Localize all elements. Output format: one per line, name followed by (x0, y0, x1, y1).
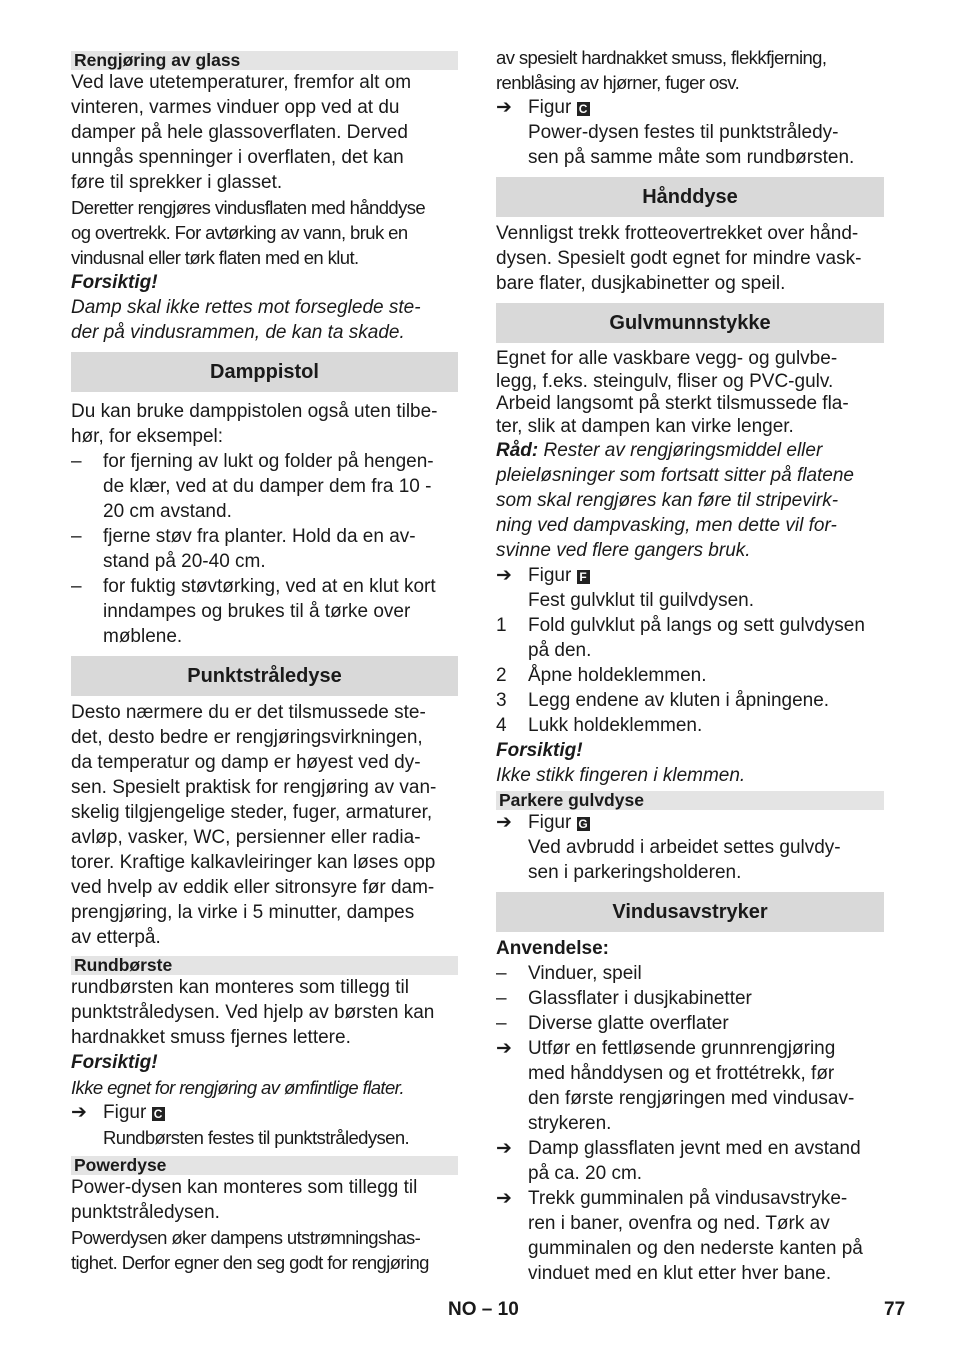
caution-label: Forsiktig! (71, 272, 158, 293)
text-line: for fuktig støvtørking, ved at en klut kort (103, 576, 436, 597)
text-line: renblåsing av hjørner, fuger osv. (496, 72, 740, 93)
arrow-icon: ➔ (496, 97, 512, 118)
step-item (496, 613, 884, 663)
paragraph (496, 45, 884, 95)
text-line: Fold gulvklut på langs og sett gulvdysen (528, 615, 865, 636)
spacer (71, 392, 458, 399)
list-item (496, 961, 884, 986)
heading-rengjoring-av-glass: Rengjøring av glass (71, 51, 458, 70)
list-text (528, 613, 884, 663)
heading-powerdyse: Powerdyse (71, 1156, 458, 1175)
text-line: Vinduer, speil (528, 963, 642, 984)
text-line: Glassflater i dusjkabinetter (528, 988, 752, 1009)
text-line: sen i parkeringsholderen. (528, 862, 742, 883)
figure-reference (496, 95, 884, 120)
use-label: Anvendelse: (496, 938, 609, 959)
figure-reference (496, 810, 884, 835)
text-line: tighet. Derfor egner den seg godt for rengjøring (71, 1252, 429, 1273)
caution-text (71, 295, 458, 345)
tip-paragraph (496, 438, 884, 563)
figure-label: Figur (528, 812, 572, 833)
step-item (496, 1186, 884, 1286)
figure-letter-icon: F (577, 570, 590, 584)
text-line: Powerdysen øker dampens utstrømningshas- (71, 1227, 421, 1248)
arrow-icon: ➔ (71, 1102, 87, 1123)
text-line (496, 438, 884, 463)
figure-text (496, 835, 884, 885)
text-line: Legg endene av kluten i åpningene. (528, 690, 830, 711)
figure-letter-icon: C (152, 1107, 165, 1121)
paragraph (71, 1225, 458, 1275)
text-line: vinteren, varmes vinduer opp ved at du (71, 97, 400, 118)
text-line: Rester av rengjøringsmiddel eller (538, 440, 823, 461)
text-line: da temperatur og damp er høyest ved dy- (71, 752, 421, 773)
figure-text (496, 120, 884, 170)
text-line: møblene. (103, 626, 183, 647)
step-item (496, 1136, 884, 1186)
text-line: av etterpå. (71, 927, 161, 948)
list-text (528, 986, 884, 1011)
text-line: dysen. Spesielt godt egnet for mindre vask- (496, 248, 862, 269)
caution-label: Forsiktig! (496, 740, 583, 761)
text-line: Damp glassflaten jevnt med en avstand (528, 1138, 861, 1159)
list-text (528, 961, 884, 986)
text-line: strykeren. (528, 1113, 612, 1134)
paragraph (71, 700, 458, 950)
text-line: der på vindusrammen, de kan ta skade. (71, 322, 405, 343)
list-marker: 3 (496, 690, 507, 711)
text-line: ning ved dampvasking, men dette vil for- (496, 515, 837, 536)
step-item (496, 1036, 884, 1136)
text-line: for fjerning av lukt og folder på hengen- (103, 451, 434, 472)
figure-line (528, 810, 884, 835)
text-line: Arbeid langsomt på sterkt tilsmussede fla- (496, 393, 849, 414)
list-text (103, 574, 458, 649)
figure-letter-icon: G (578, 817, 588, 831)
text-line: Du kan bruke damppistolen også uten tilbe- (71, 401, 438, 422)
text-line: bare flater, dusjkabinetter og speil. (496, 273, 786, 294)
list-marker: – (496, 963, 507, 984)
text-line: ren i baner, ovenfra og ned. Tørk av (528, 1213, 830, 1234)
figure-text: Fest gulvklut til guilvdysen. (528, 590, 754, 611)
text-line: Desto nærmere du er det tilsmussede ste- (71, 702, 426, 723)
figure-reference (496, 563, 884, 588)
text-line: ter, slik at dampen kan virke lenger. (496, 415, 794, 437)
list-item (496, 1011, 884, 1036)
text-line: Power-dysen kan monteres som tillegg til (71, 1177, 418, 1198)
text-line: avløp, vasker, WC, persienner eller radia- (71, 827, 421, 848)
text-line: pleieløsninger som fortsatt sitter på flatene (496, 465, 855, 486)
spacer (71, 649, 458, 656)
list-text (528, 1011, 884, 1036)
text-line: Deretter rengjøres vindusflaten med hånddyse (71, 197, 426, 218)
text-line: Vennligst trekk frotteovertrekket over hånd- (496, 223, 859, 244)
paragraph (71, 975, 458, 1050)
list-marker: – (496, 988, 507, 1009)
list-item (71, 524, 458, 574)
list-marker: ➔ (496, 1188, 512, 1209)
text-line: punktstråledysen. Ved hjelp av børsten kan (71, 1002, 435, 1023)
text-line: ved hvelp av eddik eller sitronsyre før dam- (71, 877, 435, 898)
list-text (528, 688, 884, 713)
list-text (528, 1036, 884, 1136)
list-text (528, 713, 884, 738)
text-line: rundbørsten kan monteres som tillegg til (71, 977, 409, 998)
list-item (71, 574, 458, 649)
spacer (496, 296, 884, 303)
spacer (496, 885, 884, 892)
list-text (103, 524, 458, 574)
step-item (496, 713, 884, 738)
text-line: Lukk holdeklemmen. (528, 715, 703, 736)
list-marker: – (71, 576, 82, 597)
paragraph (71, 195, 458, 270)
paragraph (496, 348, 884, 438)
text-line: på ca. 20 cm. (528, 1163, 643, 1184)
text-line: av spesielt hardnakket smuss, flekkfjerning, (496, 47, 827, 68)
figure-line (103, 1100, 458, 1125)
figure-line (528, 563, 884, 588)
list-text (528, 1186, 884, 1286)
step-item (496, 663, 884, 688)
heading-rundborste: Rundbørste (71, 956, 458, 975)
text-line: punktstråledysen. (71, 1202, 220, 1223)
list-item (71, 449, 458, 524)
list-marker: ➔ (496, 1038, 512, 1059)
arrow-icon: ➔ (496, 812, 512, 833)
text-line: Ved avbrudd i arbeidet settes gulvdy- (528, 837, 841, 858)
text-line: vinduet med en klut etter hver bane. (528, 1263, 832, 1284)
text-line: stand på 20-40 cm. (103, 551, 266, 572)
figure-label: Figur (528, 97, 572, 118)
text-line: Ved lave utetemperaturer, fremfor alt om (71, 72, 412, 93)
list-marker: 2 (496, 665, 507, 686)
text-line: de klær, ved at du damper dem fra 10 - (103, 476, 432, 497)
text-line: torer. Kraftige kalkavleiringer kan løses opp (71, 852, 436, 873)
heading-vindusavstryker: Vindusavstryker (496, 892, 884, 932)
text-line: vindusnal eller tørk flaten med en klut. (71, 247, 359, 268)
text-line: hardnakket smuss fjernes lettere. (71, 1027, 351, 1048)
list-text (103, 449, 458, 524)
text-line: damper på hele glassoverflaten. Derved (71, 122, 408, 143)
text-line: Åpne holdeklemmen. (528, 665, 707, 686)
heading-handdyse: Hånddyse (496, 177, 884, 217)
text-line: og overtrekk. For avtørking av vann, bruk en (71, 222, 408, 243)
text-line: skelig tilgjengelige steder, fuger, armaturer, (71, 802, 433, 823)
figure-letter-icon: C (577, 102, 590, 116)
paragraph (71, 1175, 458, 1225)
list-text (528, 663, 884, 688)
list-item (496, 986, 884, 1011)
footer-section: NO – 10 (448, 1299, 519, 1320)
list-marker: 4 (496, 715, 507, 736)
text-line: fjerne støv fra planter. Hold da en av- (103, 526, 416, 547)
left-column (71, 45, 458, 1275)
caution-label: Forsiktig! (71, 1052, 158, 1073)
figure-text: Rundbørsten festes til punktstråledysen. (103, 1127, 410, 1148)
list-marker: 1 (496, 615, 507, 636)
text-line: med hånddysen og et frottétrekk, før (528, 1063, 835, 1084)
list-marker: ➔ (496, 1138, 512, 1159)
caution-text: Ikke egnet for rengjøring av ømfintlige flater. (71, 1077, 405, 1098)
text-line: føre til sprekker i glasset. (71, 172, 283, 193)
text-line: det, desto bedre er rengjøringsvirkningen, (71, 727, 423, 748)
text-line: sen på samme måte som rundbørsten. (528, 147, 855, 168)
text-line: legg, f.eks. steingulv, fliser og PVC-gulv. (496, 370, 834, 392)
figure-label: Figur (528, 565, 572, 586)
text-line: svinne ved flere gangers bruk. (496, 540, 751, 561)
list-marker: – (496, 1013, 507, 1034)
text-line: Power-dysen festes til punktstråledy- (528, 122, 839, 143)
text-line: Trekk gumminalen på vindusavstryke- (528, 1188, 848, 1209)
heading-parkere-gulvdyse: Parkere gulvdyse (496, 791, 884, 810)
text-line: Egnet for alle vaskbare vegg- og gulvbe- (496, 348, 838, 369)
paragraph (496, 221, 884, 296)
arrow-icon: ➔ (496, 565, 512, 586)
text-line: som skal rengjøres kan føre til stripevirk- (496, 490, 839, 511)
right-column (496, 45, 884, 1286)
step-item (496, 688, 884, 713)
spacer (496, 170, 884, 177)
text-line: prengjøring, la virke i 5 minutter, dampes (71, 902, 415, 923)
heading-punktstraledyse: Punktstråledyse (71, 656, 458, 696)
heading-damppistol: Damppistol (71, 352, 458, 392)
text-line: på den. (528, 640, 592, 661)
spacer (71, 345, 458, 352)
text-line: gumminalen og den nederste kanten på (528, 1238, 863, 1259)
figure-line (528, 95, 884, 120)
text-line: Diverse glatte overflater (528, 1013, 729, 1034)
text-line: den første rengjøringen med vindusav- (528, 1088, 855, 1109)
text-line: inndampes og brukes til å tørke over (103, 601, 411, 622)
text-line: Damp skal ikke rettes mot forseglede ste- (71, 297, 421, 318)
caution-text: Ikke stikk fingeren i klemmen. (496, 765, 746, 786)
text-line: sen. Spesielt praktisk for rengjøring av van- (71, 777, 437, 798)
page-number: 77 (884, 1299, 906, 1320)
text-line: hør, for eksempel: (71, 426, 224, 447)
text-line: Utfør en fettløsende grunnrengjøring (528, 1038, 836, 1059)
paragraph (71, 70, 458, 195)
tip-label: Råd: (496, 440, 539, 461)
paragraph (71, 399, 458, 449)
figure-label: Figur (103, 1102, 147, 1123)
list-marker: – (71, 451, 82, 472)
text-line: unngås spenninger i overflaten, det kan (71, 147, 404, 168)
list-text (528, 1136, 884, 1186)
figure-reference (71, 1100, 458, 1125)
text-line: 20 cm avstand. (103, 501, 232, 522)
list-marker: – (71, 526, 82, 547)
heading-gulvmunnstykke: Gulvmunnstykke (496, 303, 884, 343)
